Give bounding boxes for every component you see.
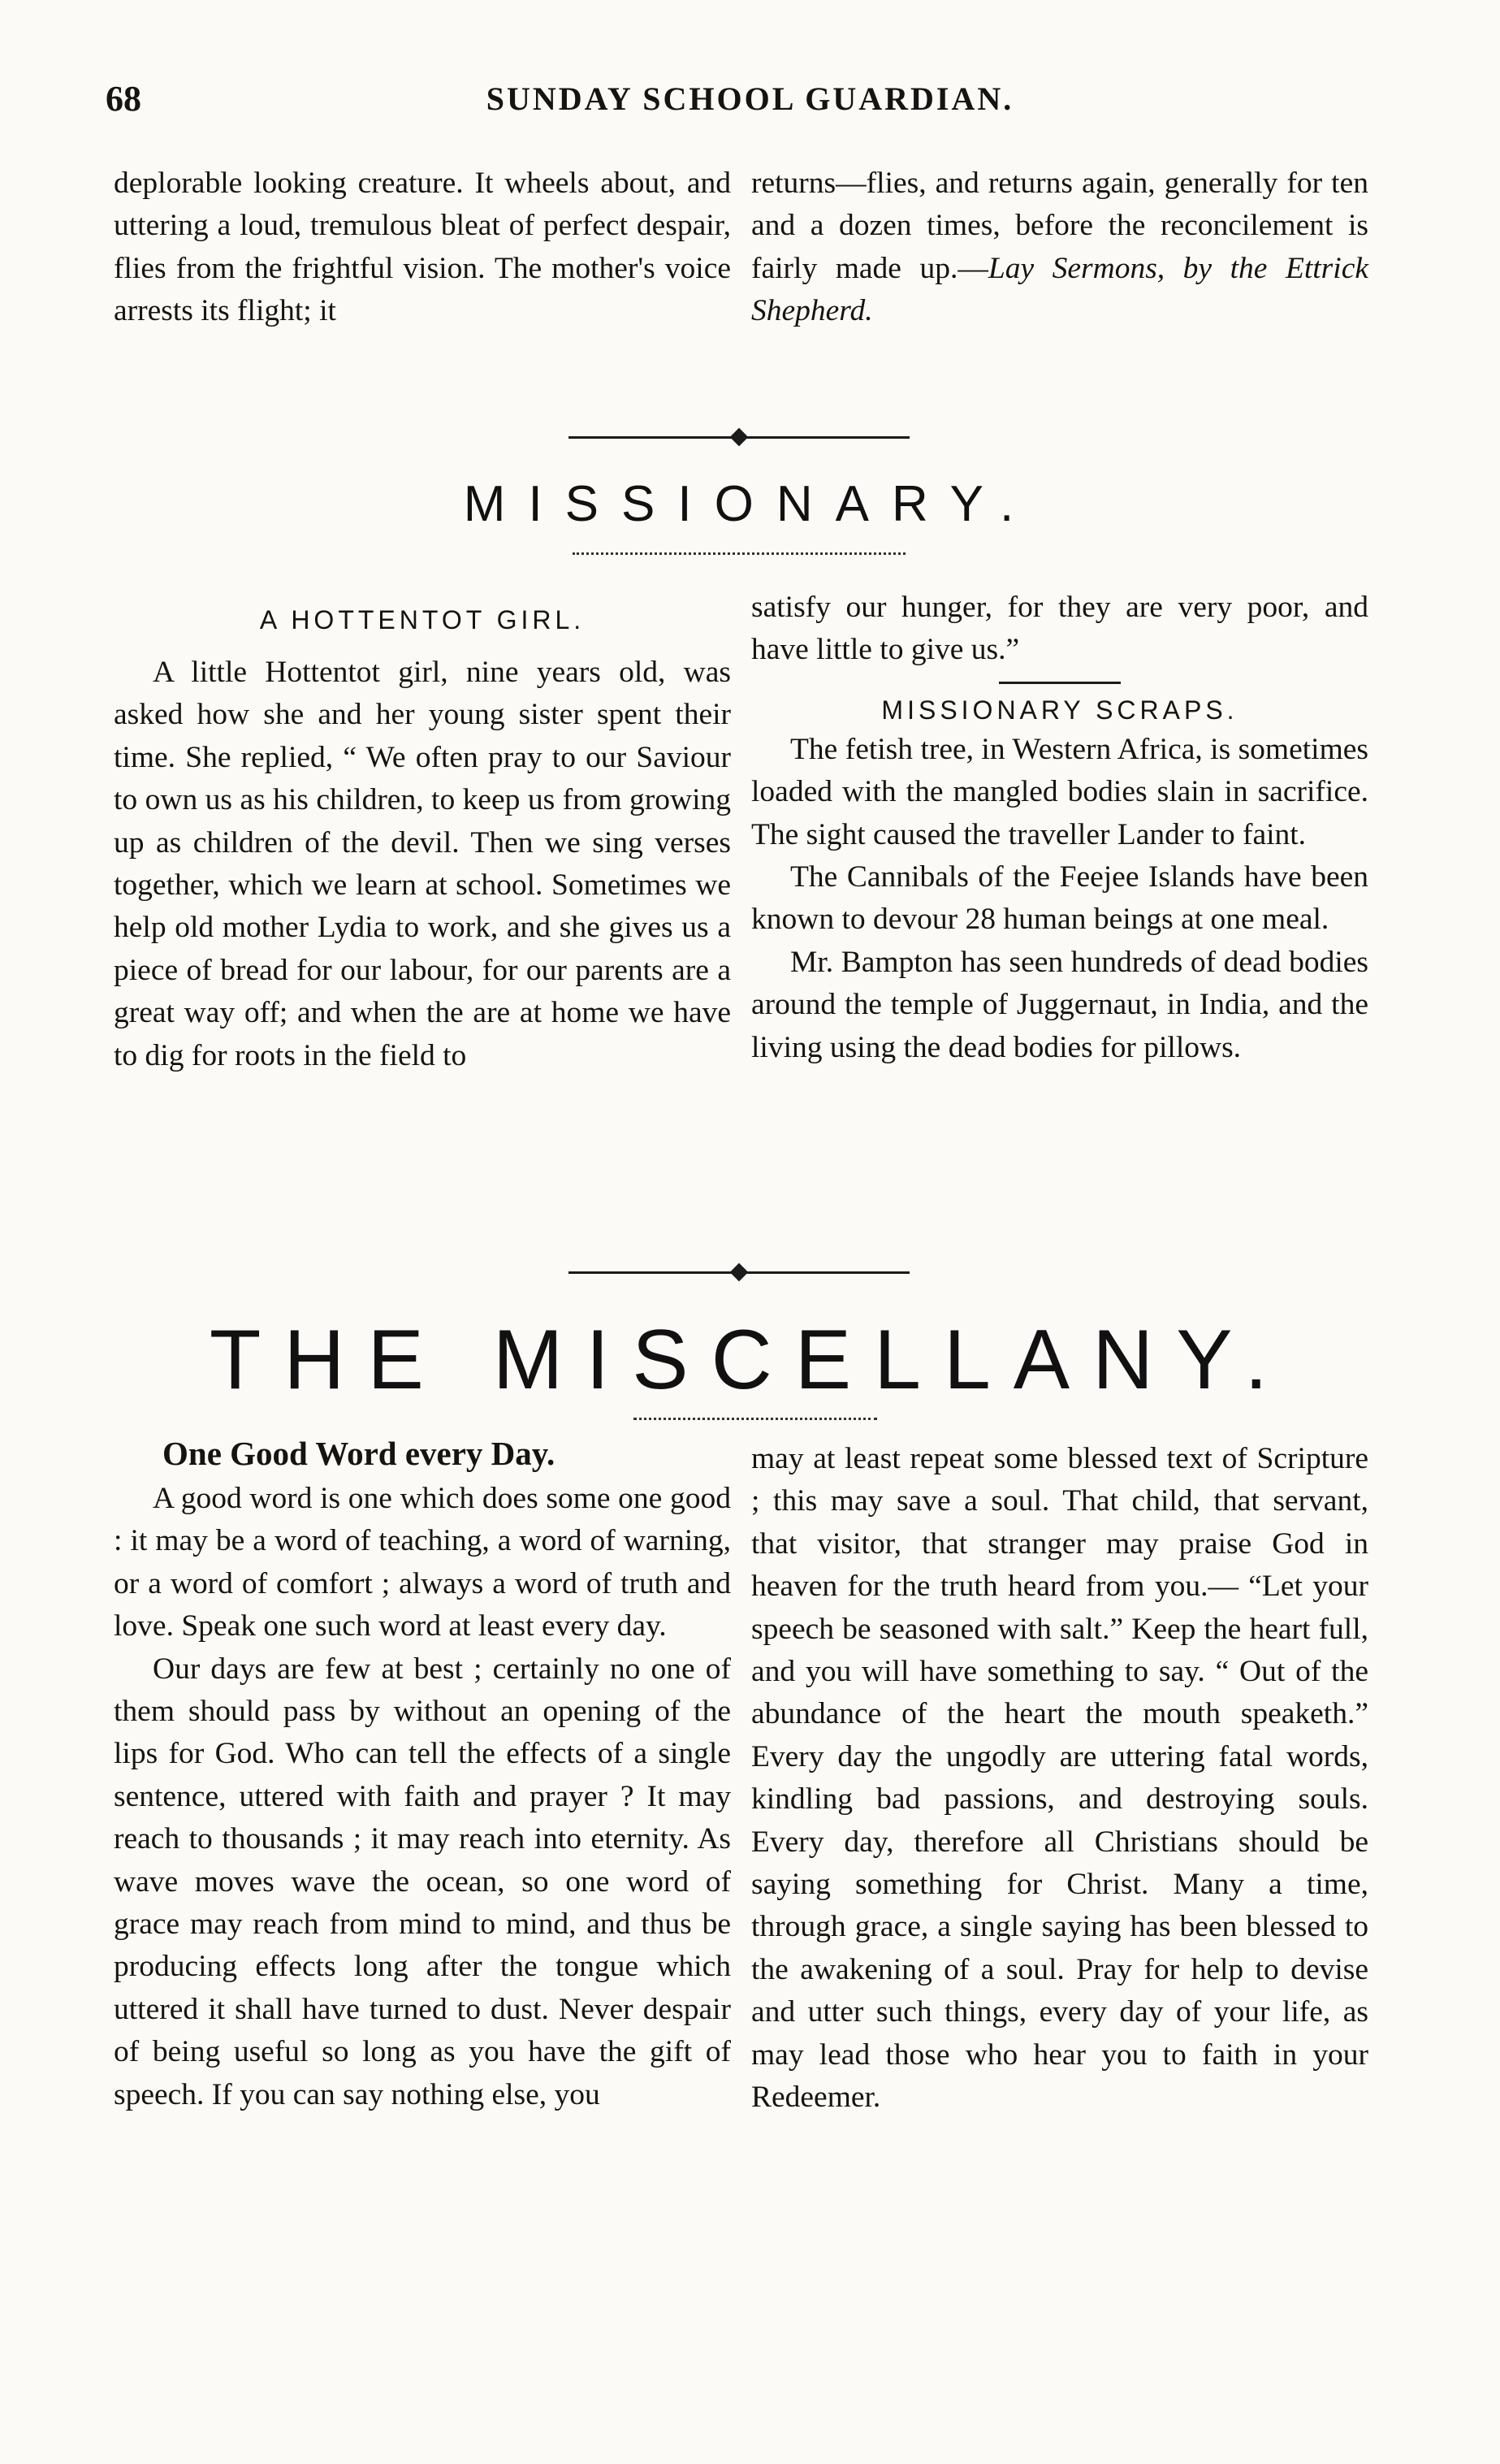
top-left-column: [114, 162, 731, 333]
wavy-rule: [573, 544, 906, 555]
hottentot-text: A little Hottentot girl, nine years old, was asked how she and her young sister spent their time. She replied, “ We often pray to our Saviour to own us as his children, to keep us from growing up as children of the devil. Then we sing verses together, which we learn at school. Sometimes we help old mother Lydia to work, and she gives us a piece of bread for our labour, for our parents are a great way off; and when the are at home we have to dig for roots in the field to: [114, 656, 731, 1072]
article-heading-scraps: MISSIONARY SCRAPS.: [881, 695, 1238, 725]
article-heading-hottentot: A HOTTENTOT GIRL.: [259, 605, 586, 634]
top-right-citation: Lay Sermons, by the Ettrick Shepherd.: [751, 251, 1368, 328]
top-left-text: deplorable looking creature. It wheels about, and uttering a loud, tremulous bleat of perfect despair, flies from the frightful vision. The mother's voice arrests its flight; it: [114, 167, 731, 328]
miscellany-paragraph: may at least repeat some blessed text of Scripture ; this may save a soul. That child, that servant, that visitor, that stranger may praise God in heaven for the truth heard from you.— “Let your speech be seasoned with salt.” Keep the heart full, and you will have something to say. “ Out of the abundance of the heart the mouth speaketh.” Every day the ungodly are uttering fatal words, kindling bad passions, and destroying souls. Every day, therefore all Christians should be saying something for Christ. Many a time, through grace, a single saying has been blessed to the awakening of a soul. Pray for help to devise and utter such things, every day of your life, as may lead those who hear you to faith in your Redeemer.: [751, 1442, 1368, 2115]
scrap-paragraph: Mr. Bampton has seen hundreds of dead bodies around the temple of Juggernaut, in India, and the living using the dead bodies for pillows.: [751, 945, 1368, 1064]
rule-ornament-icon: [730, 1263, 749, 1282]
top-right-body: returns—flies, and returns again, generally for ten and a dozen times, before the reconcilement is fairly made up.—: [751, 167, 1368, 285]
top-right-text: [751, 162, 1368, 333]
hottentot-continuation: satisfy our hunger, for they are very poor, and have little to give us.”: [751, 591, 1368, 667]
miscellany-left-column: [114, 1434, 731, 2116]
section-title-missionary: MISSIONARY.: [463, 476, 1037, 532]
short-rule: [999, 682, 1121, 684]
miscellany-right-column: [751, 1438, 1368, 2120]
miscellany-paragraph: Our days are few at best ; certainly no one of them should pass by without an opening of the lips for God. Who can tell the effects of a single sentence, uttered with faith and prayer ? It may reach to thousands ; it may reach into eternity. As wave moves wave the ocean, so one word of grace may reach from mind to mind, and thus be producing effects long after the tongue which uttered it shall have turned to dust. Never despair of being useful so long as you have the gift of speech. If you can say nothing else, you: [114, 1652, 731, 2111]
article-title: One Good Word every Day.: [162, 1435, 555, 1472]
rule-ornament-icon: [730, 428, 749, 447]
top-right-column: [751, 162, 1368, 333]
scrap-paragraph: The Cannibals of the Feejee Islands have been known to devour 28 human beings at one meal.: [751, 860, 1368, 937]
page-number: 68: [106, 79, 141, 119]
scrap-paragraph: The fetish tree, in Western Africa, is sometimes loaded with the mangled bodies slain in sacrifice. The sight caused the traveller Lander to faint.: [751, 732, 1368, 851]
running-title: SUNDAY SCHOOL GUARDIAN.: [486, 80, 1014, 117]
missionary-left-column: [114, 605, 731, 1077]
miscellany-paragraph: A good word is one which does some one good : it may be a word of teaching, a word of warning, or a word of comfort ; always a word of truth and love. Speak one such word at least every day.: [114, 1482, 731, 1643]
section-title-miscellany: THE MISCELLANY.: [209, 1313, 1291, 1407]
wavy-rule: [633, 1410, 877, 1420]
missionary-right-column: [751, 587, 1368, 1069]
